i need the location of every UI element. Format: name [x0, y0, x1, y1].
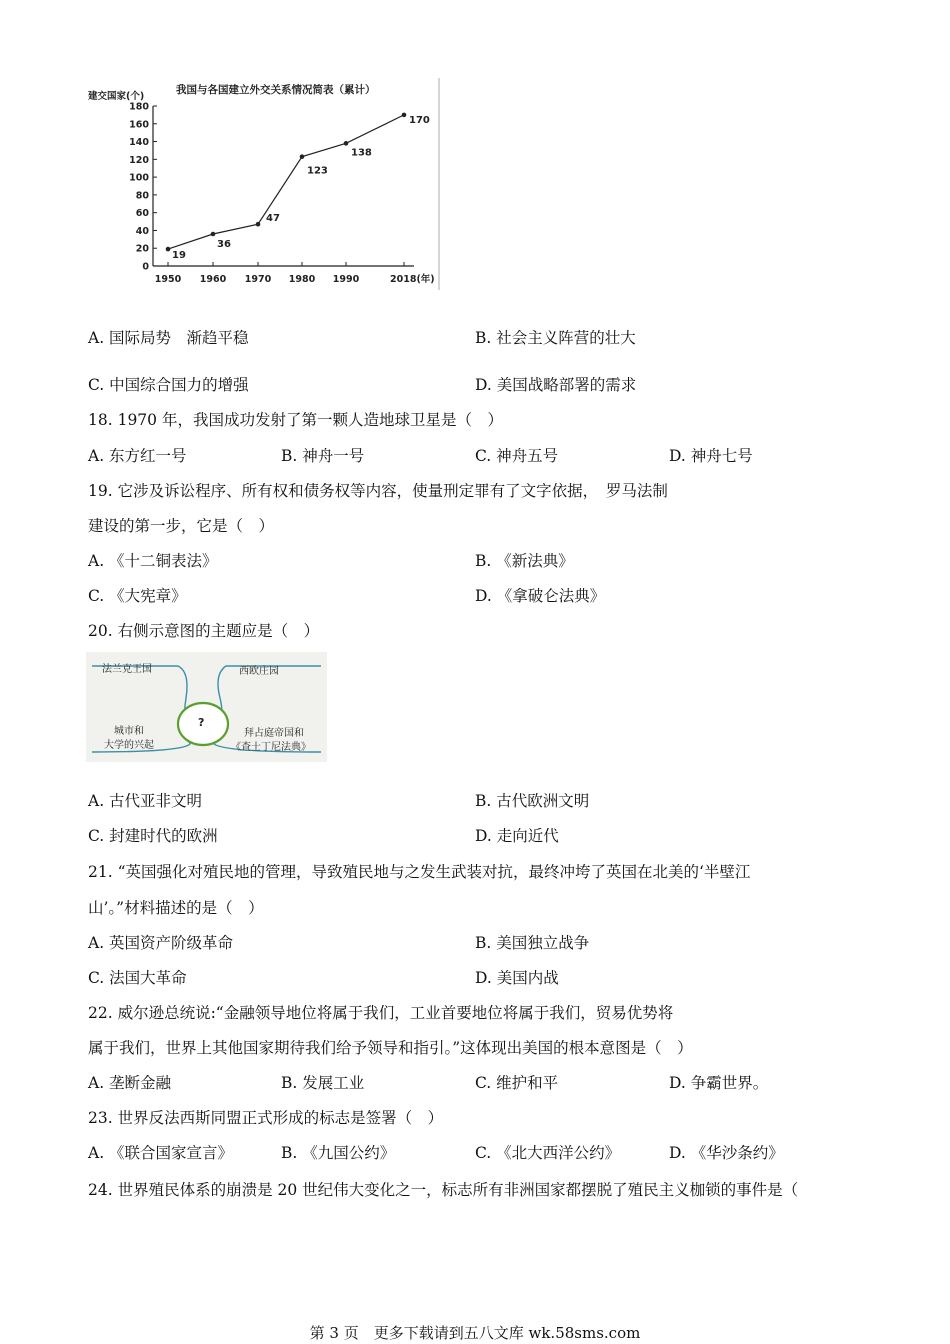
q18-option-b[interactable]: B. 神舟一号: [281, 447, 365, 465]
q22-stem-line1: 22. 威尔逊总统说:“金融领导地位将属于我们，工业首要地位将属于我们，贸易优势将: [88, 1004, 674, 1022]
y-tick-label: 120: [129, 154, 149, 166]
y-tick-label: 140: [129, 137, 149, 149]
y-tick-label: 80: [135, 190, 149, 202]
q19-option-d[interactable]: D. 《拿破仑法典》: [475, 587, 606, 605]
q22-option-d[interactable]: D. 争霸世界。: [669, 1074, 769, 1092]
data-label: 19: [172, 250, 186, 262]
x-tick-label: 1970: [244, 274, 272, 285]
q21-option-b[interactable]: B. 美国独立战争: [475, 934, 590, 952]
q20-option-a[interactable]: A. 古代亚非文明: [88, 792, 203, 810]
diagram-label-cities-1: 城市和: [114, 726, 144, 737]
q23-option-c[interactable]: C. 《北大西洋公约》: [475, 1144, 621, 1162]
data-label: 36: [217, 239, 231, 250]
x-tick-label: 2018(年): [390, 274, 435, 285]
series-line: [168, 115, 404, 249]
q17-option-c[interactable]: C. 中国综合国力的增强: [88, 376, 249, 394]
data-point: [402, 113, 407, 118]
diagram-label-manor: 西欧庄园: [239, 666, 279, 677]
data-point: [256, 222, 261, 227]
x-tick-label: 1980: [288, 274, 316, 285]
q19-stem-line2: 建设的第一步，它是（ ）: [88, 517, 275, 535]
q20-option-d[interactable]: D. 走向近代: [475, 827, 559, 845]
diagram-label-byzantine-1: 拜占庭帝国和: [244, 728, 304, 739]
diagram-label-frankish: 法兰克王国: [102, 664, 152, 675]
x-tick-label: 1960: [199, 274, 227, 285]
y-tick-label: 40: [135, 225, 149, 237]
q19-option-c[interactable]: C. 《大宪章》: [88, 587, 187, 605]
q23-option-d[interactable]: D. 《华沙条约》: [669, 1144, 784, 1162]
q23-stem: 23. 世界反法西斯同盟正式形成的标志是签署（ ）: [88, 1109, 444, 1127]
data-point: [211, 232, 216, 237]
diagram-question-mark: ?: [198, 716, 205, 729]
q19-stem-line1: 19. 它涉及诉讼程序、所有权和债务权等内容，使量刑定罪有了文字依据， 罗马法制: [88, 482, 668, 500]
q17-option-a[interactable]: A. 国际局势 渐趋平稳: [88, 329, 249, 347]
data-label: 170: [409, 114, 430, 126]
q22-option-a[interactable]: A. 垄断金融: [88, 1074, 172, 1092]
y-tick-label: 160: [129, 119, 149, 131]
q24-stem: 24. 世界殖民体系的崩溃是 20 世纪伟大变化之一，标志所有非洲国家都摆脱了殖民主义枷锁的事件是（: [88, 1181, 799, 1199]
q23-option-a[interactable]: A. 《联合国家宣言》: [88, 1144, 234, 1162]
y-tick-label: 180: [129, 101, 149, 113]
q20-option-b[interactable]: B. 古代欧洲文明: [475, 792, 590, 810]
x-tick-label: 1990: [332, 274, 360, 285]
data-point: [166, 247, 171, 252]
q20-stem: 20. 右侧示意图的主题应是（ ）: [88, 622, 320, 640]
q22-option-c[interactable]: C. 维护和平: [475, 1074, 559, 1092]
chart-title: 我国与各国建立外交关系情况简表（累计）: [176, 84, 376, 96]
data-label: 138: [351, 147, 372, 159]
data-point: [300, 154, 305, 159]
q19-option-b[interactable]: B. 《新法典》: [475, 552, 574, 570]
q21-option-d[interactable]: D. 美国内战: [475, 969, 559, 987]
q22-stem-line2: 属于我们，世界上其他国家期待我们给予领导和指引。”这体现出美国的根本意图是（ ）: [88, 1039, 693, 1057]
q21-option-a[interactable]: A. 英国资产阶级革命: [88, 934, 234, 952]
q21-stem-line2: 山’。”材料描述的是（ ）: [88, 899, 264, 917]
q20-diagram: [86, 652, 327, 762]
chart-ylabel: 建交国家(个): [88, 91, 145, 102]
q21-option-c[interactable]: C. 法国大革命: [88, 969, 187, 987]
y-tick-label: 100: [129, 172, 149, 184]
q21-stem-line1: 21. “英国强化对殖民地的管理，导致殖民地与之发生武装对抗，最终冲垮了英国在北美的‘半壁江: [88, 863, 751, 881]
diagram-label-byzantine-2: 《查士丁尼法典》: [231, 742, 311, 753]
data-label: 47: [266, 213, 280, 225]
q23-option-b[interactable]: B. 《九国公约》: [281, 1144, 396, 1162]
q22-option-b[interactable]: B. 发展工业: [281, 1074, 365, 1092]
q19-option-a[interactable]: A. 《十二铜表法》: [88, 552, 218, 570]
q18-option-c[interactable]: C. 神舟五号: [475, 447, 559, 465]
q18-stem: 18. 1970 年，我国成功发射了第一颗人造地球卫星是（ ）: [88, 411, 503, 429]
q20-option-c[interactable]: C. 封建时代的欧洲: [88, 827, 218, 845]
y-tick-label: 20: [135, 243, 149, 255]
page-footer: 第 3 页 更多下载请到五八文库 wk.58sms.com: [309, 1324, 641, 1342]
q18-option-a[interactable]: A. 东方红一号: [88, 447, 187, 465]
q17-option-d[interactable]: D. 美国战略部署的需求: [475, 376, 637, 394]
y-tick-label: 0: [142, 261, 149, 273]
q17-option-b[interactable]: B. 社会主义阵营的壮大: [475, 329, 636, 347]
diagram-label-cities-2: 大学的兴起: [104, 740, 154, 751]
data-point: [344, 141, 349, 146]
x-tick-label: 1950: [154, 274, 182, 285]
data-label: 123: [307, 165, 328, 177]
diplomatic-relations-chart: [86, 78, 442, 290]
q18-option-d[interactable]: D. 神舟七号: [669, 447, 753, 465]
y-tick-label: 60: [135, 208, 149, 220]
